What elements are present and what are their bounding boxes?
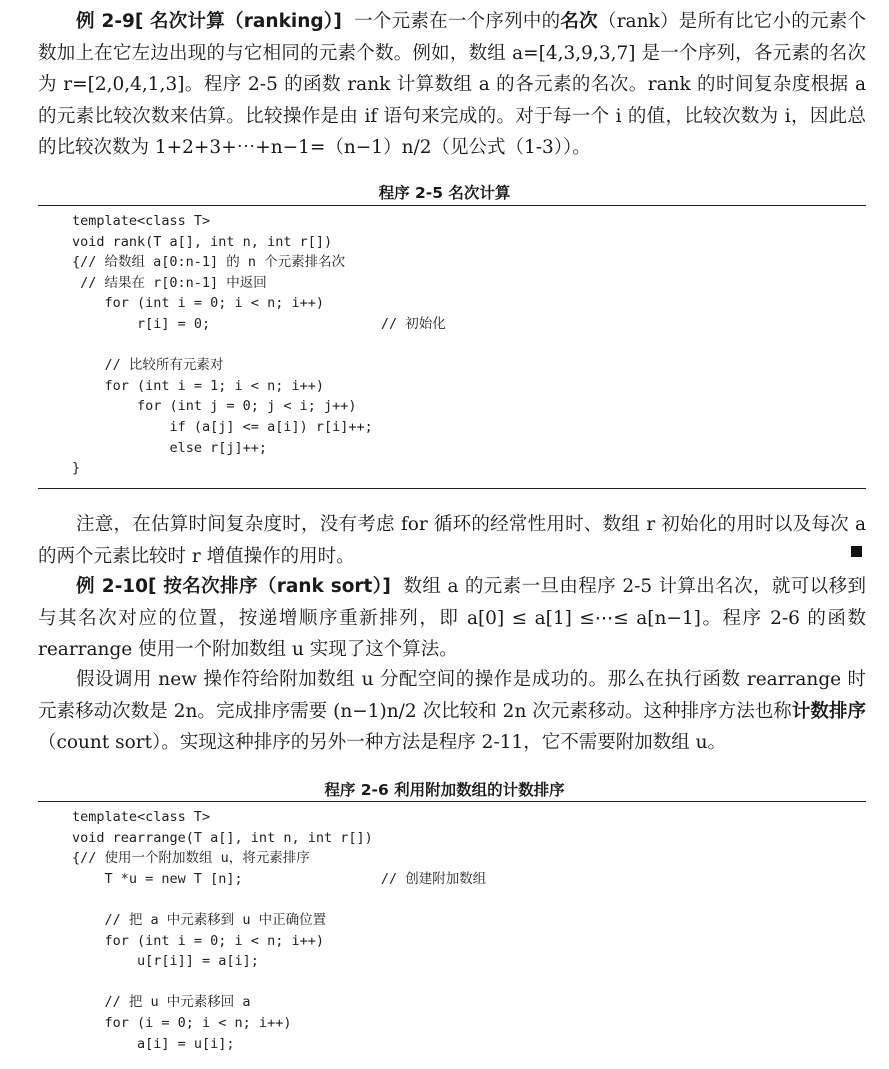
code-line: T *u = new T [n]; // 创建附加数组 bbox=[72, 870, 487, 887]
program-2-6-top-rule bbox=[38, 801, 866, 802]
code-line: template<class T> bbox=[72, 213, 211, 229]
code-line: a[i] = u[i]; bbox=[72, 1035, 235, 1052]
code-line: for (int i = 0; i < n; i++) bbox=[72, 295, 324, 312]
program-2-6-code bbox=[72, 807, 486, 1054]
program-2-5-top-rule bbox=[38, 205, 866, 206]
code-line: for (int i = 0; i < n; i++) bbox=[72, 932, 324, 949]
code-line: if (a[j] <= a[i]) r[i]++; bbox=[72, 418, 373, 435]
program-2-5-bottom-rule bbox=[38, 488, 866, 489]
code-line: // 比较所有元素对 bbox=[72, 357, 224, 374]
code-line: void rank(T a[], int n, int r[]) bbox=[72, 233, 333, 250]
program-2-5-code bbox=[72, 211, 446, 479]
code-line bbox=[72, 335, 446, 356]
code-line: // 把 a 中元素移到 u 中正确位置 bbox=[72, 911, 327, 928]
code-line: {// 使用一个附加数组 u，将元素排序 bbox=[72, 850, 310, 867]
code-line bbox=[72, 972, 486, 993]
para3-run-1: 数组 a 的元素一旦由程序 2-5 计算出名次，就可以移到与其名次对应的位置，按递增顺序重新排列，即 a[0] ≤ a[1] ≤⋯≤ a[n−1]。程序 2-6 的函数 rearrange 使用一个附加数组 u 实现了这个算法。 bbox=[38, 576, 872, 660]
para1-run-3: （rank）是所有比它小的元素个数加上在它左边出现的与它相同的元素个数。例如，数组 a=[4,3,9,3,7] 是一个序列，各元素的名次为 r=[2,0,4,1,3]。程序 2-5 的函数 rank 计算数组 a 的各元素的名次。rank 的时间复杂度根据 a 的元素比较次数来估算。比较操作是由 if 语句来完成的。对于每一个 i 的值，比较次数为 i，因此总的比较次数为 1+2+3+⋯+n−1=（n−1）n/2（见公式（1-3））。 bbox=[38, 11, 872, 158]
note-paragraph bbox=[38, 509, 872, 572]
para4-run-0: 假设调用 new 操作符给附加数组 u 分配空间的操作是成功的。那么在执行函数 rearrange 时元素移动次数是 2n。完成排序需要 (n−1)n/2 次比较和 2n 次元素移动。这种排序方法也称 bbox=[38, 669, 866, 722]
code-line: // 把 u 中元素移回 a bbox=[72, 994, 251, 1011]
para1-run-2: 名次 bbox=[560, 11, 598, 32]
para1-run-1: 一个元素在一个序列中的 bbox=[341, 11, 561, 32]
code-line bbox=[72, 889, 486, 910]
para3-run-0: 例 2-10[ 按名次排序（rank sort）] bbox=[76, 576, 391, 597]
end-of-example-mark bbox=[851, 546, 862, 557]
rearrange-paragraph bbox=[38, 664, 866, 759]
code-line: u[r[i]] = a[i]; bbox=[72, 953, 259, 970]
code-line: {// 给数组 a[0:n-1] 的 n 个元素排名次 bbox=[72, 254, 346, 271]
code-line: for (int i = 1; i < n; i++) bbox=[72, 377, 324, 394]
code-line: for (i = 0; i < n; i++) bbox=[72, 1014, 292, 1031]
code-line: else r[j]++; bbox=[72, 439, 268, 456]
code-line: void rearrange(T a[], int n, int r[]) bbox=[72, 829, 373, 846]
code-line: // 结果在 r[0:n-1] 中返回 bbox=[72, 274, 267, 291]
example-2-9-paragraph bbox=[38, 6, 872, 164]
para1-run-0: 例 2-9[ 名次计算（ranking）] bbox=[76, 11, 342, 32]
program-2-5-title: 程序 2-5 名次计算 bbox=[378, 184, 511, 202]
program-2-6-title: 程序 2-6 利用附加数组的计数排序 bbox=[324, 781, 565, 799]
example-2-10-paragraph bbox=[38, 571, 872, 666]
code-line: r[i] = 0; // 初始化 bbox=[72, 315, 446, 332]
code-line: for (int j = 0; j < i; j++) bbox=[72, 398, 357, 415]
para2-run-0: 注意，在估算时间复杂度时，没有考虑 for 循环的经常性用时、数组 r 初始化的用时以及每次 a 的两个元素比较时 r 增值操作的用时。 bbox=[38, 514, 872, 567]
para4-run-2: （count sort）。实现这种排序的另外一种方法是程序 2-11，它不需要附加数组 u。 bbox=[38, 732, 727, 753]
para4-run-1: 计数排序 bbox=[791, 700, 866, 722]
code-line: } bbox=[72, 460, 81, 477]
code-line: template<class T> bbox=[72, 809, 211, 825]
